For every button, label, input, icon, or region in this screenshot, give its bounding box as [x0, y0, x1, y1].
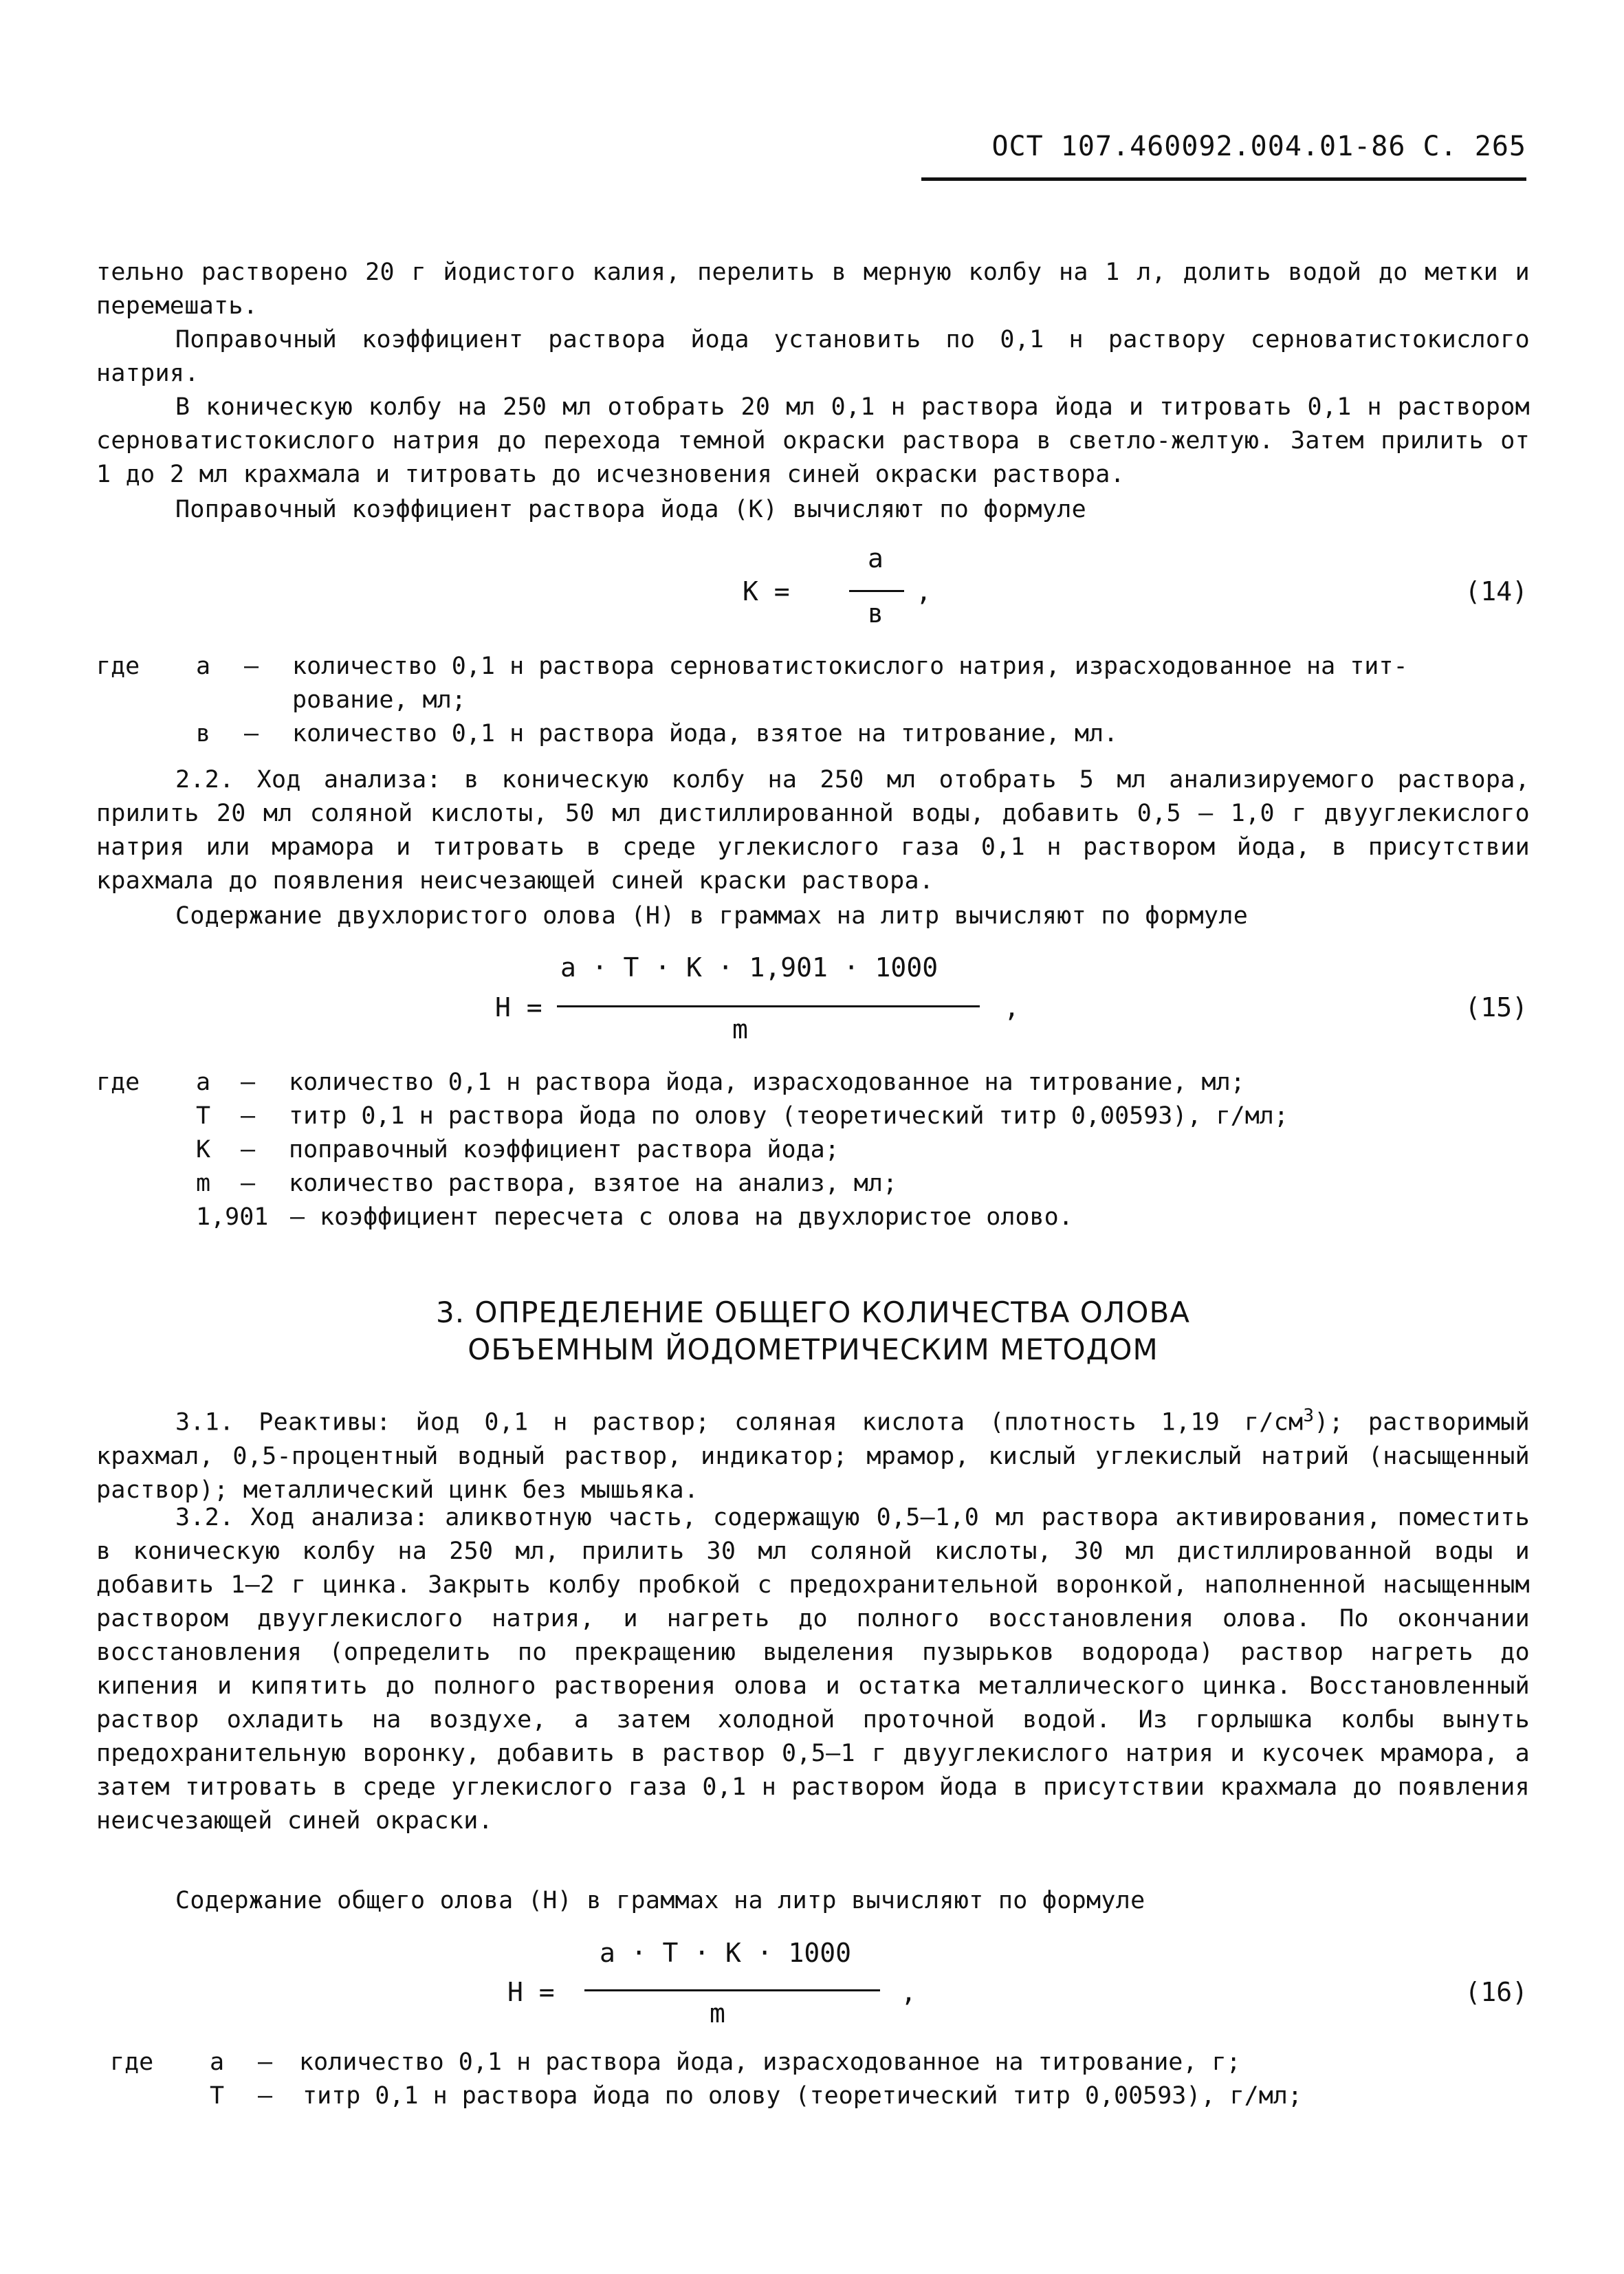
paragraph-analysis-3-2: 3.2. Ход анализа: аликвотную часть, содержащую 0,5–1,0 мл раствора активирования, поместить в коническую колбу на 250 мл, прилить 30 мл соляной кислоты, 30 мл дистиллированной воды и добавить 1–2 г цинка. Закрыть колбу пробкой с предохранительной воронкой, наполненной насыщенным раствором двууглекислого натрия, и нагреть до полного восстановления олова. По окончании восстановления (определить по прекращению выделения пузырьков водорода) раствор нагреть до кипения и кипятить до полного растворения олова и остатка металлического цинка. Восстановленный раствор охладить на воздухе, а затем холодной проточной водой. Из горлышка колбы вынуть предохранительную воронку, добавить в раствор 0,5–1 г двууглекислого натрия и кусочек мрамора, а затем титровать в среде углекислого газа 0,1 н раствором йода в присутствии крахмала до появления неисчезающей синей окраски.	[96, 1504, 1530, 1835]
definition-symbol: К	[196, 1136, 211, 1163]
definition-symbol: а	[196, 1069, 211, 1096]
formula-15-numerator: а · Т · К · 1,901 · 1000	[560, 952, 939, 983]
definition-text: коэффициент пересчета с олова на двухлористое олово.	[320, 1203, 1073, 1231]
definition-symbol: а	[196, 653, 211, 680]
definition-dash: –	[241, 1102, 256, 1130]
definition-row	[96, 1066, 1530, 1100]
reagents-text-end: ); растворимый крахмал, 0,5-процентный водный раствор, индикатор; мрамор, кислый углекислый натрий (насыщенный раствор); металлический цинк без мышьяка.	[96, 1408, 1530, 1504]
definition-symbol: Т	[210, 2082, 225, 2110]
definition-row	[96, 650, 1530, 684]
definition-dash: –	[244, 653, 259, 680]
definitions-16	[96, 2046, 1530, 2113]
definition-dash: –	[241, 1170, 256, 1197]
formula-16-fraction-bar	[584, 1989, 880, 1991]
formula-16-lhs: Н =	[507, 1977, 555, 2007]
definition-text: количество 0,1 н раствора йода, израсходованное на титрование, мл;	[289, 1069, 1245, 1096]
reagents-superscript: 3	[1303, 1406, 1315, 1426]
formula-14-number: (14)	[1464, 576, 1528, 606]
page-header: ОСТ 107.460092.004.01-86 С. 265	[991, 131, 1526, 162]
formula-14-denominator: в	[868, 598, 884, 628]
definition-text: количество 0,1 н раствора йода, взятое на титрование, мл.	[292, 720, 1119, 747]
formula-14-numerator: а	[868, 543, 884, 573]
reagents-text-start: 3.1. Реактивы: йод 0,1 н раствор; соляная кислота (плотность 1,19 г/см	[175, 1408, 1304, 1436]
definition-row	[96, 717, 1530, 751]
definition-dash: –	[290, 1203, 305, 1231]
definition-text: количество 0,1 н раствора йода, израсходованное на титрование, г;	[299, 2048, 1241, 2076]
paragraph-formula-intro-15: Содержание двухлористого олова (Н) в граммах на литр вычисляют по формуле	[175, 902, 1249, 930]
formula-16-number: (16)	[1464, 1977, 1528, 2007]
definition-lead: где	[96, 653, 140, 680]
paragraph-correction-factor: Поправочный коэффициент раствора йода установить по 0,1 н раствору серноватистокислого натрия.	[96, 326, 1530, 387]
definition-dash: –	[241, 1136, 256, 1163]
definition-lead: где	[110, 2048, 154, 2076]
paragraph-formula-intro-16: Содержание общего олова (Н) в граммах на литр вычисляют по формуле	[175, 1887, 1145, 1914]
definition-symbol: 1,901	[196, 1203, 269, 1231]
definition-row	[96, 1100, 1530, 1133]
formula-15-denominator: m	[732, 1014, 748, 1045]
definition-symbol: а	[210, 2048, 225, 2076]
formula-14-lhs: К =	[743, 576, 790, 606]
definition-dash: –	[258, 2048, 273, 2076]
formula-16-comma: ,	[901, 1977, 917, 2007]
definition-text: количество раствора, взятое на анализ, мл;	[289, 1170, 898, 1197]
definitions-15	[96, 1066, 1530, 1234]
formula-15-number: (15)	[1464, 992, 1528, 1023]
paragraph-titration-procedure: В коническую колбу на 250 мл отобрать 20 мл 0,1 н раствора йода и титровать 0,1 н раствором серноватистокислого натрия до перехода темной окраски раствора в светло-желтую. Затем прилить от 1 до 2 мл крахмала и титровать до исчезновения синей окраски раствора.	[96, 393, 1530, 488]
definition-row	[96, 1133, 1530, 1167]
definition-row	[96, 684, 1530, 717]
paragraph-reagents-3-1	[96, 1399, 1530, 1507]
definition-dash: –	[241, 1069, 256, 1096]
definition-text: количество 0,1 н раствора серноватистокислого натрия, израсходованное на тит-	[292, 653, 1408, 680]
definition-row	[96, 2079, 1530, 2113]
formula-15-fraction-bar	[557, 1005, 980, 1007]
definition-symbol: Т	[196, 1102, 211, 1130]
paragraph-iodine-solution-end: тельно растворено 20 г йодистого калия, перелить в мерную колбу на 1 л, долить водой до метки и перемешать.	[96, 259, 1530, 320]
definition-dash: –	[258, 2082, 273, 2110]
definition-text: титр 0,1 н раствора йода по олову (теоретический титр 0,00593), г/мл;	[303, 2082, 1302, 2110]
formula-14-fraction-bar	[849, 590, 904, 592]
definition-row	[96, 1167, 1530, 1201]
definitions-14	[96, 650, 1530, 751]
formula-15-lhs: Н =	[495, 992, 542, 1023]
definition-text: поправочный коэффициент раствора йода;	[289, 1136, 840, 1163]
definition-dash: –	[244, 720, 259, 747]
definition-lead: где	[96, 1069, 140, 1096]
paragraph-analysis-2-2: 2.2. Ход анализа: в коническую колбу на 250 мл отобрать 5 мл анализируемого раствора, прилить 20 мл соляной кислоты, 50 мл дистиллированной воды, добавить 0,5 – 1,0 г двууглекислого натрия или мрамора и титровать в среде углекислого газа 0,1 н раствором йода, в присутствии крахмала до появления неисчезающей синей краски раствора.	[96, 766, 1530, 895]
header-rule	[921, 177, 1526, 181]
definition-symbol: в	[196, 720, 211, 747]
definition-text: титр 0,1 н раствора йода по олову (теоретический титр 0,00593), г/мл;	[289, 1102, 1288, 1130]
definition-row	[96, 2046, 1530, 2079]
formula-16-denominator: m	[710, 1998, 725, 2029]
section-3-heading-line-2: ОБЪЕМНЫМ ЙОДОМЕТРИЧЕСКИМ МЕТОДОМ	[468, 1333, 1159, 1366]
formula-15-comma: ,	[1004, 992, 1020, 1023]
definition-text: рование, мл;	[292, 686, 466, 714]
section-3-heading-line-1: 3. ОПРЕДЕЛЕНИЕ ОБЩЕГО КОЛИЧЕСТВА ОЛОВА	[436, 1295, 1190, 1329]
formula-16-numerator: а · Т · К · 1000	[600, 1938, 852, 1968]
definition-row	[96, 1201, 1530, 1234]
formula-14-comma: ,	[916, 576, 932, 606]
paragraph-formula-intro-14: Поправочный коэффициент раствора йода (К) вычисляют по формуле	[175, 496, 1087, 523]
definition-symbol: m	[196, 1170, 211, 1197]
